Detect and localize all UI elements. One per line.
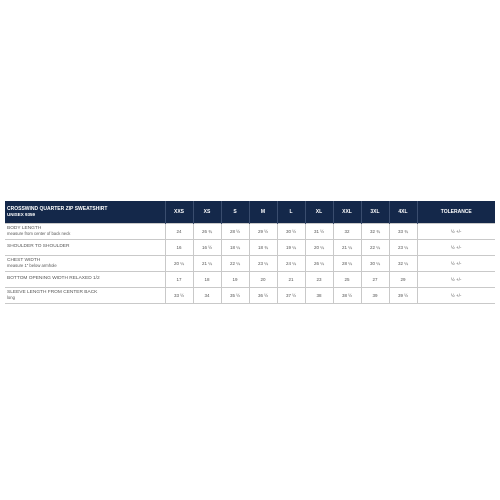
size-header: XXS (165, 201, 193, 223)
size-value-cell: 31 ½ (305, 223, 333, 239)
size-value-cell: 39 (361, 287, 389, 303)
tolerance-cell: ½ +/- (417, 223, 495, 239)
size-value-cell: 20 (249, 271, 277, 287)
tolerance-cell: ½ +/- (417, 287, 495, 303)
size-value-cell: 32 ¼ (389, 255, 417, 271)
size-value-cell: 39 ½ (389, 287, 417, 303)
size-value-cell: 22 ¼ (361, 239, 389, 255)
product-title: CROSSWIND QUARTER ZIP SWEATSHIRT (7, 205, 108, 212)
size-value-cell: 19 ¼ (277, 239, 305, 255)
size-value-cell: 21 (277, 271, 305, 287)
tolerance-cell: ½ +/- (417, 255, 495, 271)
size-header: S (221, 201, 249, 223)
size-value-cell: 28 ¼ (333, 255, 361, 271)
size-value-cell: 23 (305, 271, 333, 287)
size-value-cell: 16 ½ (193, 239, 221, 255)
header-row (5, 201, 495, 223)
table-row (5, 239, 495, 255)
size-value-cell: 18 ¼ (221, 239, 249, 255)
measurement-label-cell (5, 255, 165, 271)
size-value-cell: 33 ¾ (389, 223, 417, 239)
size-value-cell: 18 ¾ (249, 239, 277, 255)
size-value-cell: 16 (165, 239, 193, 255)
size-value-cell: 21 ¼ (193, 255, 221, 271)
size-value-cell: 19 (221, 271, 249, 287)
size-value-cell: 36 ½ (249, 287, 277, 303)
size-value-cell: 34 (193, 287, 221, 303)
measurement-label-cell (5, 239, 165, 255)
measurement-label: BODY LENGTH (7, 225, 42, 231)
size-value-cell: 26 ¼ (305, 255, 333, 271)
size-value-cell: 29 ½ (249, 223, 277, 239)
measurement-label-cell (5, 223, 165, 239)
measurement-note: long (7, 295, 15, 300)
size-value-cell: 20 ¼ (305, 239, 333, 255)
size-header: 3XL (361, 201, 389, 223)
measurement-label-cell (5, 271, 165, 287)
size-value-cell: 18 (193, 271, 221, 287)
size-value-cell: 38 (305, 287, 333, 303)
measurement-label-cell (5, 287, 165, 303)
size-value-cell: 17 (165, 271, 193, 287)
size-value-cell: 27 (361, 271, 389, 287)
size-header: XXL (333, 201, 361, 223)
size-value-cell: 24 ¼ (277, 255, 305, 271)
size-value-cell: 30 ½ (277, 223, 305, 239)
size-value-cell: 20 ¼ (165, 255, 193, 271)
size-chart (5, 201, 495, 304)
size-value-cell: 28 ½ (221, 223, 249, 239)
size-header: M (249, 201, 277, 223)
table-row (5, 271, 495, 287)
size-value-cell: 30 ¼ (361, 255, 389, 271)
product-title-cell (5, 201, 165, 223)
measurement-label: CHEST WIDTH (7, 257, 41, 263)
size-value-cell: 22 ¼ (221, 255, 249, 271)
size-header: L (277, 201, 305, 223)
product-subtitle: UNISEX 9359 (7, 211, 36, 217)
size-value-cell: 23 ¼ (389, 239, 417, 255)
table-row (5, 255, 495, 271)
measurement-label: SHOULDER TO SHOULDER (7, 244, 70, 250)
size-value-cell: 25 (333, 271, 361, 287)
tolerance-header: TOLERANCE (417, 201, 495, 223)
size-header: XS (193, 201, 221, 223)
size-value-cell: 33 ½ (165, 287, 193, 303)
size-chart-table (5, 201, 495, 304)
size-value-cell: 32 (333, 223, 361, 239)
size-value-cell: 24 (165, 223, 193, 239)
measurement-label: SLEEVE LENGTH FROM CENTER BACK (7, 289, 98, 295)
size-header: XL (305, 201, 333, 223)
measurement-note: measure 1" below armhole (7, 263, 57, 268)
size-header: 4XL (389, 201, 417, 223)
size-value-cell: 37 ½ (277, 287, 305, 303)
table-row (5, 287, 495, 303)
tolerance-cell: ½ +/- (417, 271, 495, 287)
size-value-cell: 35 ½ (221, 287, 249, 303)
size-value-cell: 32 ¾ (361, 223, 389, 239)
tolerance-cell: ½ +/- (417, 239, 495, 255)
size-value-cell: 38 ½ (333, 287, 361, 303)
size-value-cell: 23 ¼ (249, 255, 277, 271)
size-value-cell: 26 ¾ (193, 223, 221, 239)
size-value-cell: 21 ¼ (333, 239, 361, 255)
size-value-cell: 29 (389, 271, 417, 287)
measurement-note: measure from center of back neck (7, 231, 71, 236)
measurement-label: BOTTOM OPENING WIDTH RELAXED 1/2 (7, 276, 100, 282)
table-row (5, 223, 495, 239)
